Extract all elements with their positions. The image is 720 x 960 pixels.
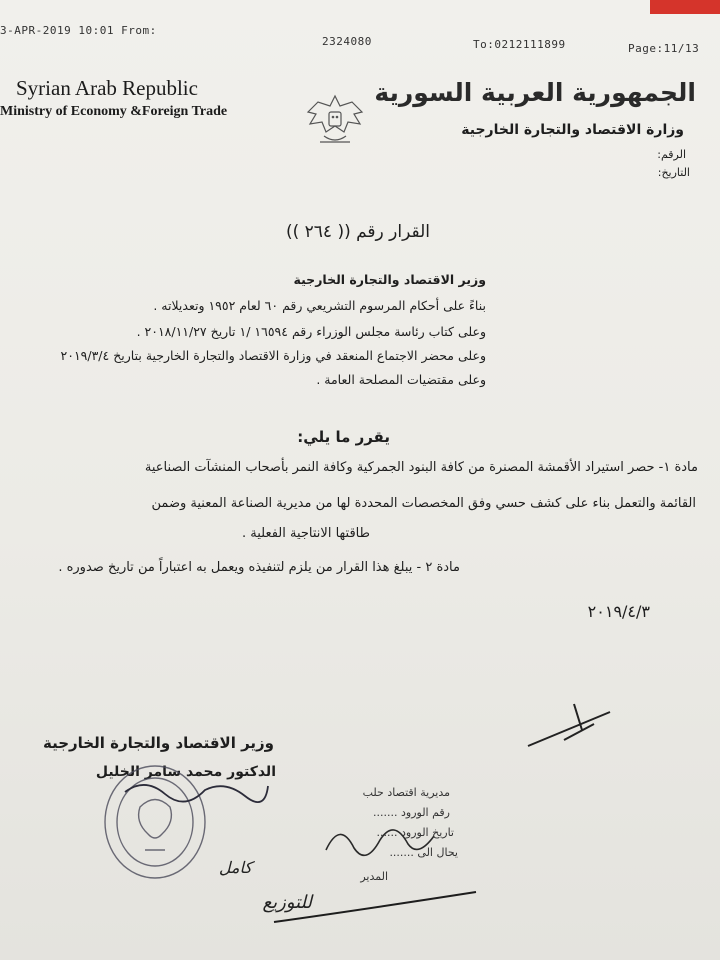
fax-datetime: 3-APR-2019 10:01 From: (0, 24, 157, 37)
letterhead-date-label: التاريخ: (657, 166, 690, 179)
signature-title: وزير الاقتصاد والتجارة الخارجية (43, 734, 274, 752)
incoming-stamp-number: رقم الورود ....... (373, 806, 450, 819)
article-1-line-1: مادة ١- حصر استيراد الأقمشة المصنرة من كافة البنود الجمركية وكافة النمر بأصحاب المنشآت الصناعية (144, 460, 698, 475)
preamble-line-3: وعلى محضر الاجتماع المنعقد في وزارة الاقتصاد والتجارة الخارجية بتاريخ ٢٠١٩/٣/٤ (60, 348, 486, 363)
decision-date: ٢٠١٩/٤/٣ (587, 602, 650, 621)
fax-to: To:0212111899 (473, 38, 566, 51)
article-2: مادة ٢ - يبلغ هذا القرار من يلزم لتنفيذه ويعمل به اعتباراً من تاريخ صدوره . (58, 560, 460, 575)
preamble-line-1: بناءً على أحكام المرسوم التشريعي رقم ٦٠ لعام ١٩٥٢ وتعديلاته . (153, 298, 486, 313)
handwritten-note-1: كامل (218, 858, 252, 877)
underline-stroke-icon (270, 888, 480, 928)
handwritten-note-2: للتوزيع (262, 892, 312, 913)
letterhead-ministry-ar: وزارة الاقتصاد والتجارة الخارجية (461, 122, 684, 138)
decision-title: القرار رقم (( ٢٦٤ )) (285, 222, 430, 242)
incoming-stamp-date: تاريخ الورود ...... (376, 826, 454, 839)
article-1-line-2: القائمة والتعمل بناء على كشف حسي وفق المخصصات المحددة لها من مديرية الصناعة المعنية وضمن (151, 496, 696, 511)
director-signature-icon (320, 810, 440, 870)
signature-name: الدكتور محمد سامر الخليل (95, 764, 276, 780)
eagle-emblem-icon (300, 86, 370, 156)
preamble-line-4: وعلى مقتضيات المصلحة العامة . (316, 372, 486, 387)
letterhead-country-en: Syrian Arab Republic (16, 76, 198, 100)
letterhead-country-ar: الجمهورية العربية السورية (374, 78, 696, 107)
red-edge (650, 0, 720, 14)
right-margin-signature-icon (524, 700, 614, 750)
letterhead-ref-label: الرقم: (657, 148, 686, 161)
incoming-stamp-refer: يحال الى ....... (389, 846, 458, 859)
article-1-line-3: طاقتها الانتاجية الفعلية . (241, 526, 370, 541)
fax-number: 2324080 (322, 35, 372, 48)
incoming-stamp-director: المدير (360, 870, 388, 883)
letterhead-ministry-en: Ministry of Economy &Foreign Trade (0, 104, 228, 119)
minister-signature-icon (120, 772, 270, 812)
preamble-line-2: وعلى كتاب رئاسة مجلس الوزراء رقم ١٦٥٩٤ /١ تاريخ ٢٠١٨/١١/٢٧ . (136, 324, 486, 339)
fax-page: Page:11/13 (628, 42, 700, 55)
decision-issuer: وزير الاقتصاد والتجارة الخارجية (293, 272, 486, 287)
incoming-stamp-office: مديرية اقتصاد حلب (362, 786, 450, 799)
decides-heading: يقرر ما يلي: (297, 428, 390, 446)
